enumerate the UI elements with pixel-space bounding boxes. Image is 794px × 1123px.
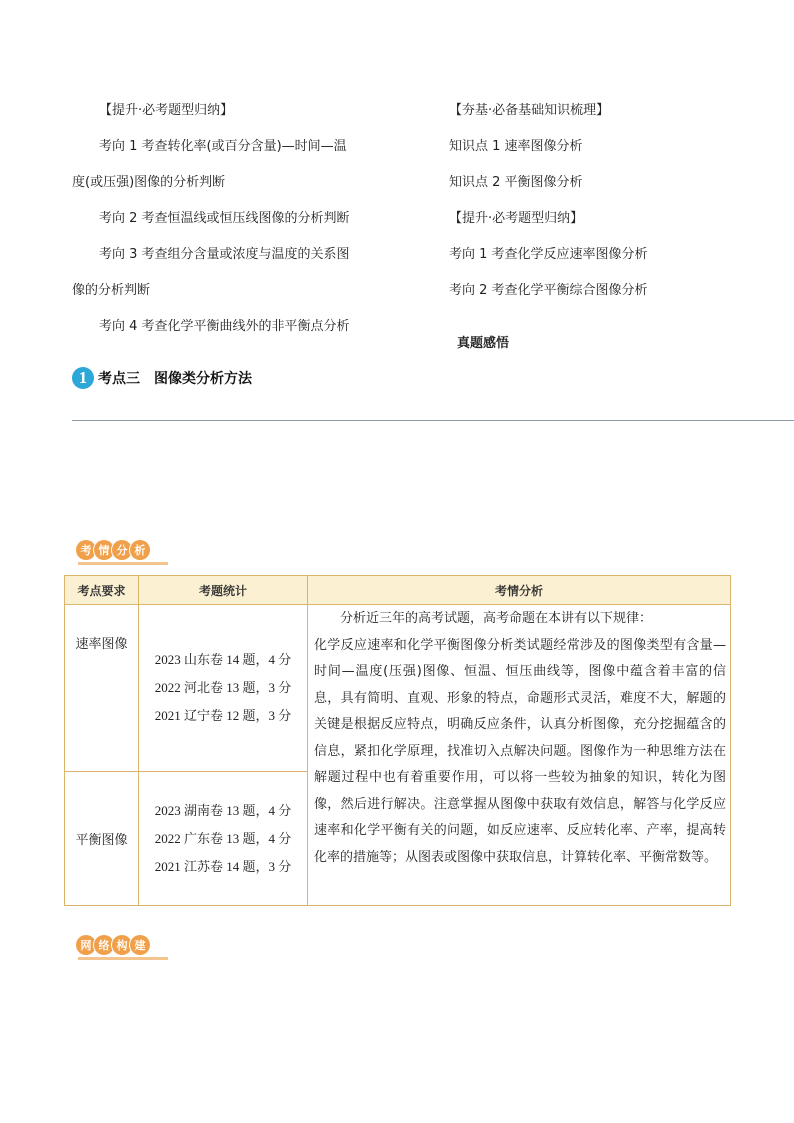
left-toc-item[interactable]: 考向 2 考查恒温线或恒压线图像的分析判断	[99, 211, 350, 226]
right-toc-item[interactable]: 考向 2 考查化学平衡综合图像分析	[449, 283, 648, 298]
stats-cell	[139, 772, 308, 906]
right-toc-heading: 【提升·必考题型归纳】	[449, 211, 584, 226]
stat-line: 2022 广东卷 13 题，4 分	[154, 830, 292, 846]
left-toc-item[interactable]: 度(或压强)图像的分析判断	[72, 175, 226, 190]
left-toc-item[interactable]: 考向 1 考查转化率(或百分含量)—时间—温	[99, 139, 347, 154]
section-divider	[72, 420, 794, 421]
left-toc-item[interactable]: 考向 4 考查化学平衡曲线外的非平衡点分析	[99, 319, 350, 334]
tag-char: 络	[94, 935, 114, 955]
left-toc-item[interactable]: 像的分析判断	[72, 283, 151, 298]
stat-line: 2023 山东卷 14 题，4 分	[154, 652, 292, 667]
tag-char: 析	[130, 540, 150, 560]
section-header	[72, 366, 252, 390]
kaoqing-tag	[76, 540, 148, 560]
header-requirement: 考点要求	[65, 576, 139, 605]
kaoqing-table	[64, 575, 731, 906]
right-toc-item[interactable]: 知识点 1 速率图像分析	[449, 139, 583, 154]
table-header-row	[65, 576, 731, 605]
stat-line: 2021 江苏卷 14 题，3 分	[154, 858, 292, 874]
stat-line: 2021 辽宁卷 12 题，3 分	[154, 708, 292, 723]
category-cell: 平衡图像	[65, 772, 139, 906]
stat-line: 2022 河北卷 13 题，3 分	[154, 680, 292, 695]
section-number-badge: 1	[72, 367, 94, 389]
tag-char: 考	[76, 540, 96, 560]
analysis-cell	[308, 605, 731, 906]
tag-char: 情	[94, 540, 114, 560]
tag-char: 分	[112, 540, 132, 560]
left-toc-heading: 【提升·必考题型归纳】	[99, 103, 234, 118]
tag-char: 构	[112, 935, 132, 955]
tag-underline	[78, 957, 168, 960]
section-title: 考点三 图像类分析方法	[98, 371, 252, 387]
analysis-body: 化学反应速率和化学平衡图像分析类试题经常涉及的图像类型有含量—时间—温度(压强)图像、恒温、恒压曲线等，图像中蕴含着丰富的信息，具有简明、直观、形象的特点，命题形式灵活，难度不大，解题的关键是根据反应特点，明确反应条件，认真分析图像，充分挖掘蕴含的信息，紧扣化学原理，找准切入点解决问题。图像作为一种思维方法在解题过程中也有着重要作用，可以将一些较为抽象的知识，转化为图像，然后进行解决。注意掌握从图像中获取有效信息，解答与化学反应速率和化学平衡有关的问题，如反应速率、反应转化率、产率，提高转化率的措施等；从图表或图像中获取信息，计算转化率、平衡常数等。	[314, 637, 726, 865]
right-toc-heading: 【夯基·必备基础知识梳理】	[449, 103, 610, 118]
category-cell: 速率图像	[65, 605, 139, 772]
tag-underline	[78, 562, 168, 565]
analysis-intro: 分析近三年的高考试题，高考命题在本讲有以下规律：	[340, 611, 653, 626]
header-analysis: 考情分析	[308, 576, 731, 605]
stat-line: 2023 湖南卷 13 题，4 分	[154, 802, 292, 818]
right-toc-item[interactable]: 考向 1 考查化学反应速率图像分析	[449, 247, 648, 262]
wangluo-tag	[76, 935, 148, 955]
tag-char: 网	[76, 935, 96, 955]
table-row	[65, 605, 731, 772]
left-toc-item[interactable]: 考向 3 考查组分含量或浓度与温度的关系图	[99, 247, 350, 262]
tag-char: 建	[130, 935, 150, 955]
stats-cell	[139, 605, 308, 772]
zhenti-link[interactable]: 真题感悟	[457, 336, 510, 351]
right-toc-item[interactable]: 知识点 2 平衡图像分析	[449, 175, 583, 190]
header-statistics: 考题统计	[139, 576, 308, 605]
